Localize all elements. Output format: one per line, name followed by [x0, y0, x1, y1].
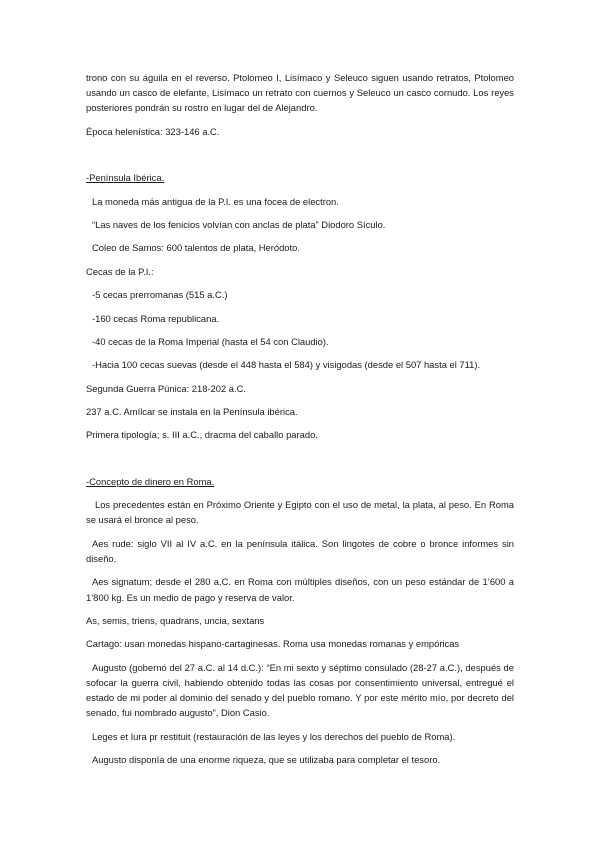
- paragraph-aes-rude: Aes rude: siglo VII al IV a.C. en la península itálica. Son lingotes de cobre o bronce informes sin diseño.: [86, 537, 514, 565]
- paragraph-aes-signatum: Aes signatum; desde el 280 a.C. en Roma con múltiples diseños, con un peso estándar de 1’600 a 1’800 kg. Es un medio de pago y reserva de valor.: [86, 576, 514, 603]
- section-spacer: [86, 147, 514, 170]
- list-item-ceca: -40 cecas de la Roma Imperial (hasta el 54 con Claudio).: [92, 335, 329, 347]
- paragraph-leges-iura: Leges et Iura pr restituit (restauración de las leyes y los derechos del pueblo de Roma).: [92, 730, 456, 742]
- intro-paragraph: trono con su águila en el reverso. Ptolomeo I, Lisímaco y Seleuco siguen usando retratos, Ptolomeo usando un casco de elefante, Lisímaco un retrato con cuernos y Seleuco un casco cornudo. Los reyes posteriores pondrán su rostro en lugar del de Alejandro.: [86, 72, 514, 114]
- paragraph-coleo-samos: Coleo de Samos: 600 talentos de plata, Heródoto.: [92, 242, 300, 254]
- epoca-helenistica-line: Época helenística: 323-146 a.C.: [86, 125, 220, 137]
- paragraph-augusto-riqueza: Augusto disponía de una enorme riqueza, que se utilizaba para completar el tesoro.: [92, 754, 441, 766]
- paragraph-moneda-antigua: La moneda más antigua de la P.I. es una focea de electron.: [92, 195, 339, 207]
- list-item-ceca: -5 cecas prerromanas (515 a.C.): [92, 289, 228, 301]
- list-item-ceca: -160 cecas Roma republicana.: [92, 312, 220, 324]
- section-heading-peninsula-iberica: -Península Ibérica.: [86, 172, 165, 184]
- cecas-label: Cecas de la P.I.:: [86, 265, 154, 277]
- page-content: [86, 70, 514, 776]
- paragraph-primera-tipologia: Primera tipología; s. III a.C., dracma del caballo parado.: [86, 429, 318, 441]
- paragraph-precedentes: Los precedentes están en Próximo Oriente y Egipto con el uso de metal, la plata, al peso. En Roma se usará el bronce al peso.: [86, 499, 514, 526]
- section-spacer: [86, 451, 514, 474]
- paragraph-cartago: Cartago: usan monedas hispano-cartaginesas. Roma usa monedas romanas y empóricas: [86, 638, 460, 650]
- paragraph-augusto-quote: Augusto (gobernó del 27 a.C. al 14 d.C.): “En mi sexto y séptimo consulado (28-27 a.C.), después de sofocar la guerra civil, habiendo obtenido todas las cosas por consentimiento universal, entregué el estado de mi poder al dominio del senado y del pueblo romano. Y por este mérito mío, por decreto del senado, fui nombrado augusto”, Dion Casio.: [86, 661, 514, 719]
- paragraph-amilcar: 237 a.C. Amílcar se instala en la Península ibérica.: [86, 406, 298, 418]
- paragraph-denominaciones: As, semis, triens, quadrans, uncia, sextans: [86, 615, 265, 627]
- paragraph-guerra-punica: Segunda Guerra Púnica: 218-202 a.C.: [86, 382, 247, 394]
- section-heading-dinero-roma: -Concepto de dinero en Roma.: [86, 475, 215, 487]
- paragraph-diodoro-quote: “Las naves de los fenicios volvían con anclas de plata” Diodoro Sículo.: [92, 218, 386, 230]
- list-item-ceca: -Hacia 100 cecas suevas (desde el 448 hasta el 584) y visigodas (desde el 507 hasta el 711).: [92, 359, 481, 371]
